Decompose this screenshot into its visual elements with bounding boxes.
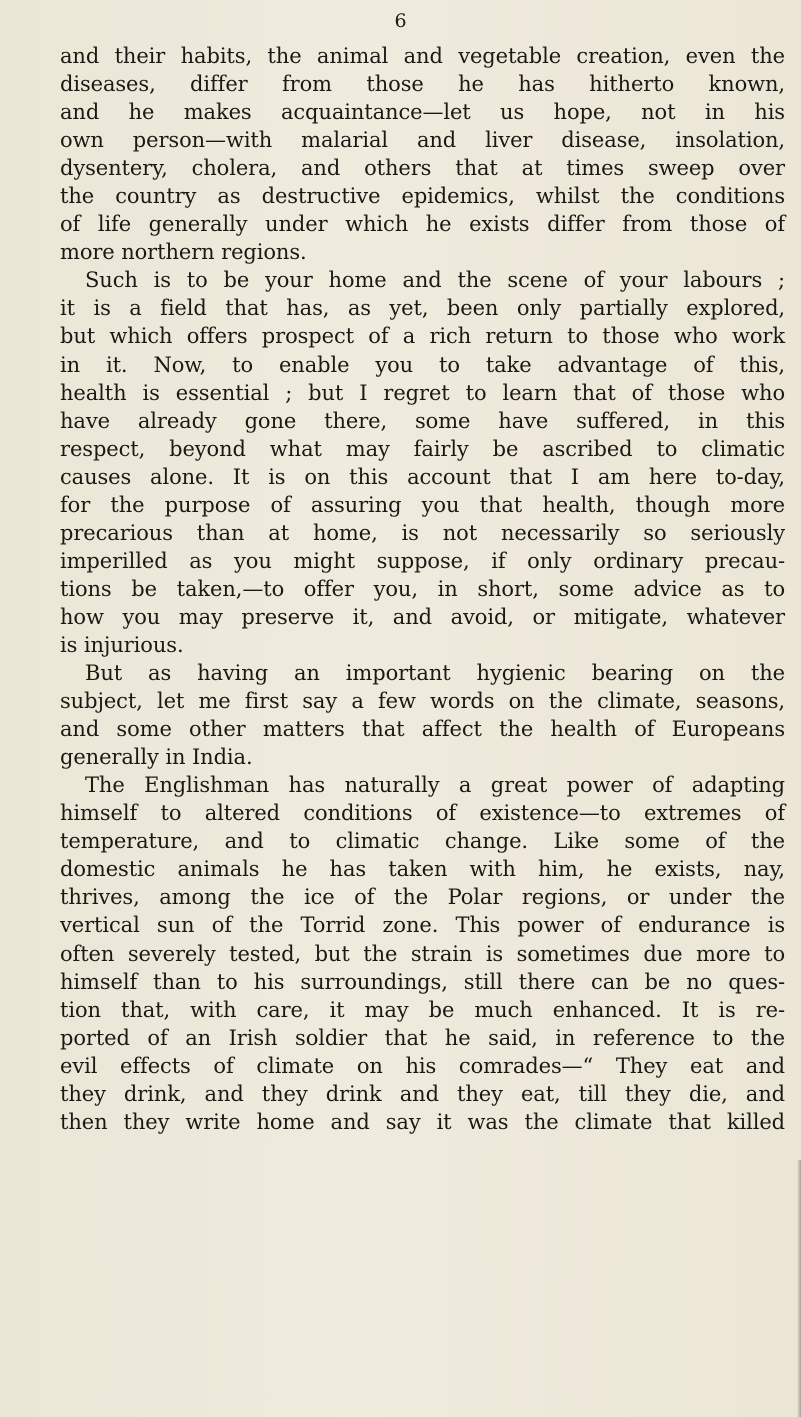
text-line: then they write home and say it was the climate that killed (60, 1109, 785, 1134)
text-line: imperilled as you might suppose, if only ordinary precau- (60, 548, 785, 573)
text-line: dysentery, cholera, and others that at times sweep over (60, 156, 785, 181)
text-line: diseases, differ from those he has hitherto known, (60, 72, 785, 97)
text-line: ported of an Irish soldier that he said, in reference to the (60, 1025, 785, 1050)
text-line: the country as destructive epidemics, whilst the conditions (60, 184, 785, 209)
text-line: tions be taken,—to offer you, in short, some advice as to (60, 576, 785, 601)
text-line: often severely tested, but the strain is sometimes due more to (60, 941, 785, 966)
text-line: domestic animals he has taken with him, he exists, nay, (60, 857, 785, 882)
text-line: respect, beyond what may fairly be ascribed to climatic (60, 436, 785, 461)
text-line: and he makes acquaintance—let us hope, not in his (60, 100, 785, 125)
body-text (60, 42, 785, 1136)
text-line: tion that, with care, it may be much enhanced. It is re- (60, 997, 785, 1022)
paragraph-first-line: The Englishman has naturally a great power of adapting (85, 773, 785, 798)
text-line: they drink, and they drink and they eat, till they die, and (60, 1081, 785, 1106)
page-number: 6 (394, 10, 407, 32)
text-line: evil effects of climate on his comrades—“ They eat and (60, 1053, 785, 1078)
text-line: is injurious. (60, 632, 184, 657)
text-line: more northern regions. (60, 240, 307, 265)
text-line: for the purpose of assuring you that health, though more (60, 492, 785, 517)
text-line: and some other matters that affect the health of Europeans (60, 717, 785, 742)
text-line: how you may preserve it, and avoid, or mitigate, whatever (60, 604, 785, 629)
text-line: temperature, and to climatic change. Like some of the (60, 829, 785, 854)
text-line: subject, let me first say a few words on the climate, seasons, (60, 689, 785, 714)
text-line: of life generally under which he exists differ from those of (60, 212, 785, 237)
text-line: but which offers prospect of a rich return to those who work (60, 324, 785, 349)
text-line: and their habits, the animal and vegetable creation, even the (60, 44, 785, 68)
paragraph-first-line: Such is to be your home and the scene of your labours ; (85, 268, 785, 293)
text-line: generally in India. (60, 745, 253, 770)
text-line: in it. Now, to enable you to take advantage of this, (60, 352, 785, 377)
page-edge-shadow (797, 1160, 801, 1417)
text-line: have already gone there, some have suffered, in this (60, 408, 785, 433)
text-line: thrives, among the ice of the Polar regions, or under the (60, 885, 785, 910)
text-line: causes alone. It is on this account that I am here to-day, (60, 464, 785, 489)
text-line: himself to altered conditions of existence—to extremes of (60, 801, 785, 826)
text-line: it is a field that has, as yet, been only partially explored, (60, 296, 785, 321)
text-line: vertical sun of the Torrid zone. This power of endurance is (60, 913, 785, 938)
text-line: health is essential ; but I regret to learn that of those who (60, 380, 785, 405)
text-line: own person—with malarial and liver disease, insolation, (60, 128, 785, 153)
text-line: precarious than at home, is not necessarily so seriously (60, 520, 785, 545)
paragraph-first-line: But as having an important hygienic bearing on the (85, 661, 785, 686)
text-line: himself than to his surroundings, still there can be no ques- (60, 969, 785, 994)
